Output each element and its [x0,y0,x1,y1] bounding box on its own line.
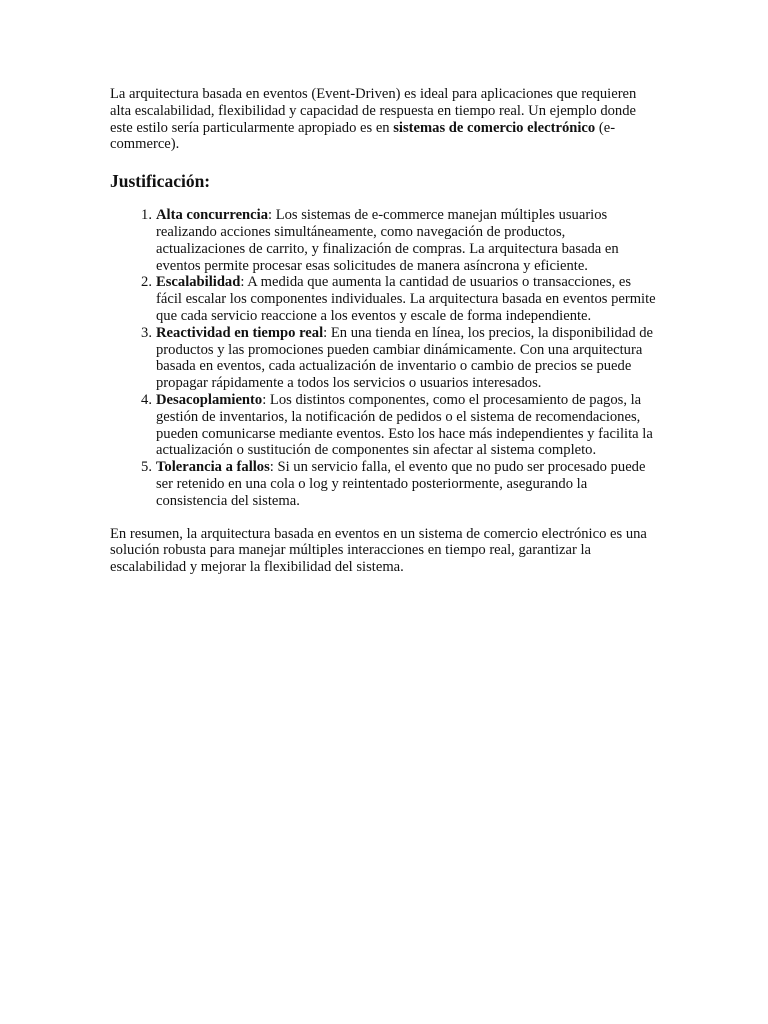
list-item-term: Reactividad en tiempo real [156,324,324,341]
list-item [141,274,658,324]
list-item [141,324,658,392]
list-item-text: : En una tienda en línea, los precios, la disponibilidad de productos y las promociones pueden cambiar dinámicamente. Con una arquitectura basada en eventos, cada actualización de inventario o cambio de precios se puede propagar rápidamente a todos los servicios o usuarios interesados. [156,324,654,392]
list-item-number: 1. [141,207,152,224]
intro-text-start: La arquitectura basada en eventos (Event-Driven) es ideal para aplicaciones que requieren alta escalabilidad, flexibilidad y capacidad de respuesta en tiempo real. Un ejemplo donde este estilo sería particularmente apropiado es en [110,86,637,136]
list-item-term: Escalabilidad [156,274,241,291]
list-item [141,207,658,274]
summary-paragraph: En resumen, la arquitectura basada en eventos en un sistema de comercio electrónico es una solución robusta para manejar múltiples interacciones en tiempo real, garantizar la escalabilidad y mejorar la flexibilidad del sistema. [110,525,647,576]
list-item [141,391,658,459]
document-page [110,86,658,576]
list-item-number: 5. [141,459,152,476]
list-item-number: 4. [141,391,152,408]
section-heading: Justificación: [110,171,211,192]
list-item-number: 2. [141,274,152,291]
list-item-term: Alta concurrencia [156,207,268,224]
intro-text-end: (e-commerce). [110,119,616,153]
list-item-term: Desacoplamiento [156,391,263,408]
list-item-number: 3. [141,324,152,341]
list-item [141,459,658,509]
list-item-term: Tolerancia a fallos [156,459,270,476]
list-item-text: : Si un servicio falla, el evento que no pudo ser procesado puede ser retenido en una cola o log y reintentado posteriormente, asegurando la consistencia del sistema. [156,459,646,509]
list-item-text: : A medida que aumenta la cantidad de usuarios o transacciones, es fácil escalar los componentes individuales. La arquitectura basada en eventos permite que cada servicio reaccione a los eventos y escale de forma independiente. [156,274,656,324]
intro-paragraph [110,86,658,153]
justification-list [110,207,658,509]
list-item-text: : Los distintos componentes, como el procesamiento de pagos, la gestión de inventarios, la notificación de pedidos o el sistema de recomendaciones, pueden comunicarse mediante eventos. Esto los hace más independientes y facilita la actualización o sustitución de componentes sin afectar al sistema completo. [156,391,653,459]
intro-bold-term: sistemas de comercio electrónico [393,119,596,136]
list-item-text: : Los sistemas de e-commerce manejan múltiples usuarios realizando acciones simultáneamente, como navegación de productos, actualizaciones de carrito, y finalización de compras. La arquitectura basada en eventos permite procesar esas solicitudes de manera asíncrona y eficiente. [156,207,619,274]
